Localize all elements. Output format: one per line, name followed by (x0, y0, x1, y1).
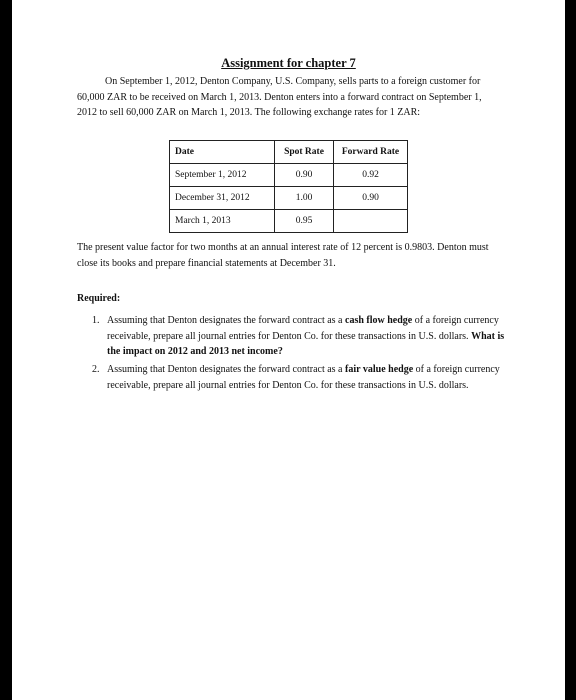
cell-spot: 0.90 (275, 164, 334, 187)
cell-forward (334, 210, 408, 233)
cell-forward: 0.90 (334, 187, 408, 210)
question-number: 2. (92, 364, 100, 375)
intro-text: On September 1, 2012, Denton Company, U.S. Company, sells parts to a foreign customer for 60,000 ZAR to be received on March 1, 2013. Denton enters into a forward contract on September 1, 2012 to sell 60,000 ZAR on March 1, 2013. The following exchange rates for 1 ZAR: (77, 76, 482, 118)
header-date: Date (170, 141, 275, 164)
emphasis-fair-value-hedge: fair value hedge (345, 364, 414, 375)
question-1 (92, 313, 507, 360)
document-page (12, 0, 565, 700)
question-2 (92, 362, 507, 393)
cell-spot: 0.95 (275, 210, 334, 233)
table-row (170, 164, 408, 187)
required-heading: Required: (77, 293, 121, 304)
table-row (170, 210, 408, 233)
cell-spot: 1.00 (275, 187, 334, 210)
question-text-part: of a foreign currency receivable, prepare all journal entries for Denton Co. for these transactions in U.S. dollars. (107, 364, 500, 391)
cell-forward: 0.92 (334, 164, 408, 187)
question-number: 1. (92, 315, 100, 326)
emphasis-cash-flow-hedge: cash flow hedge (345, 315, 413, 326)
emphasis-net-income-question: What is the impact on 2012 and 2013 net income? (107, 330, 505, 357)
table-header-row (170, 141, 408, 164)
header-spot-rate: Spot Rate (275, 141, 334, 164)
exchange-rate-table (169, 140, 408, 233)
table-row (170, 187, 408, 210)
question-text (107, 362, 507, 393)
cell-date: March 1, 2013 (170, 210, 275, 233)
question-text-part: of a foreign currency receivable, prepare all journal entries for Denton Co. for these transactions in U.S. dollars. (107, 315, 499, 342)
question-text-part: Assuming that Denton designates the forward contract as a (107, 315, 345, 326)
intro-paragraph (77, 74, 497, 121)
present-value-note: The present value factor for two months at an annual interest rate of 12 percent is 0.9803. Denton must close its books and prepare financial statements at December 31. (77, 242, 489, 269)
question-text (107, 313, 507, 360)
question-text-part: Assuming that Denton designates the forward contract as a (107, 364, 345, 375)
header-forward-rate: Forward Rate (334, 141, 408, 164)
cell-date: September 1, 2012 (170, 164, 275, 187)
cell-date: December 31, 2012 (170, 187, 275, 210)
page-title: Assignment for chapter 7 (221, 56, 356, 70)
